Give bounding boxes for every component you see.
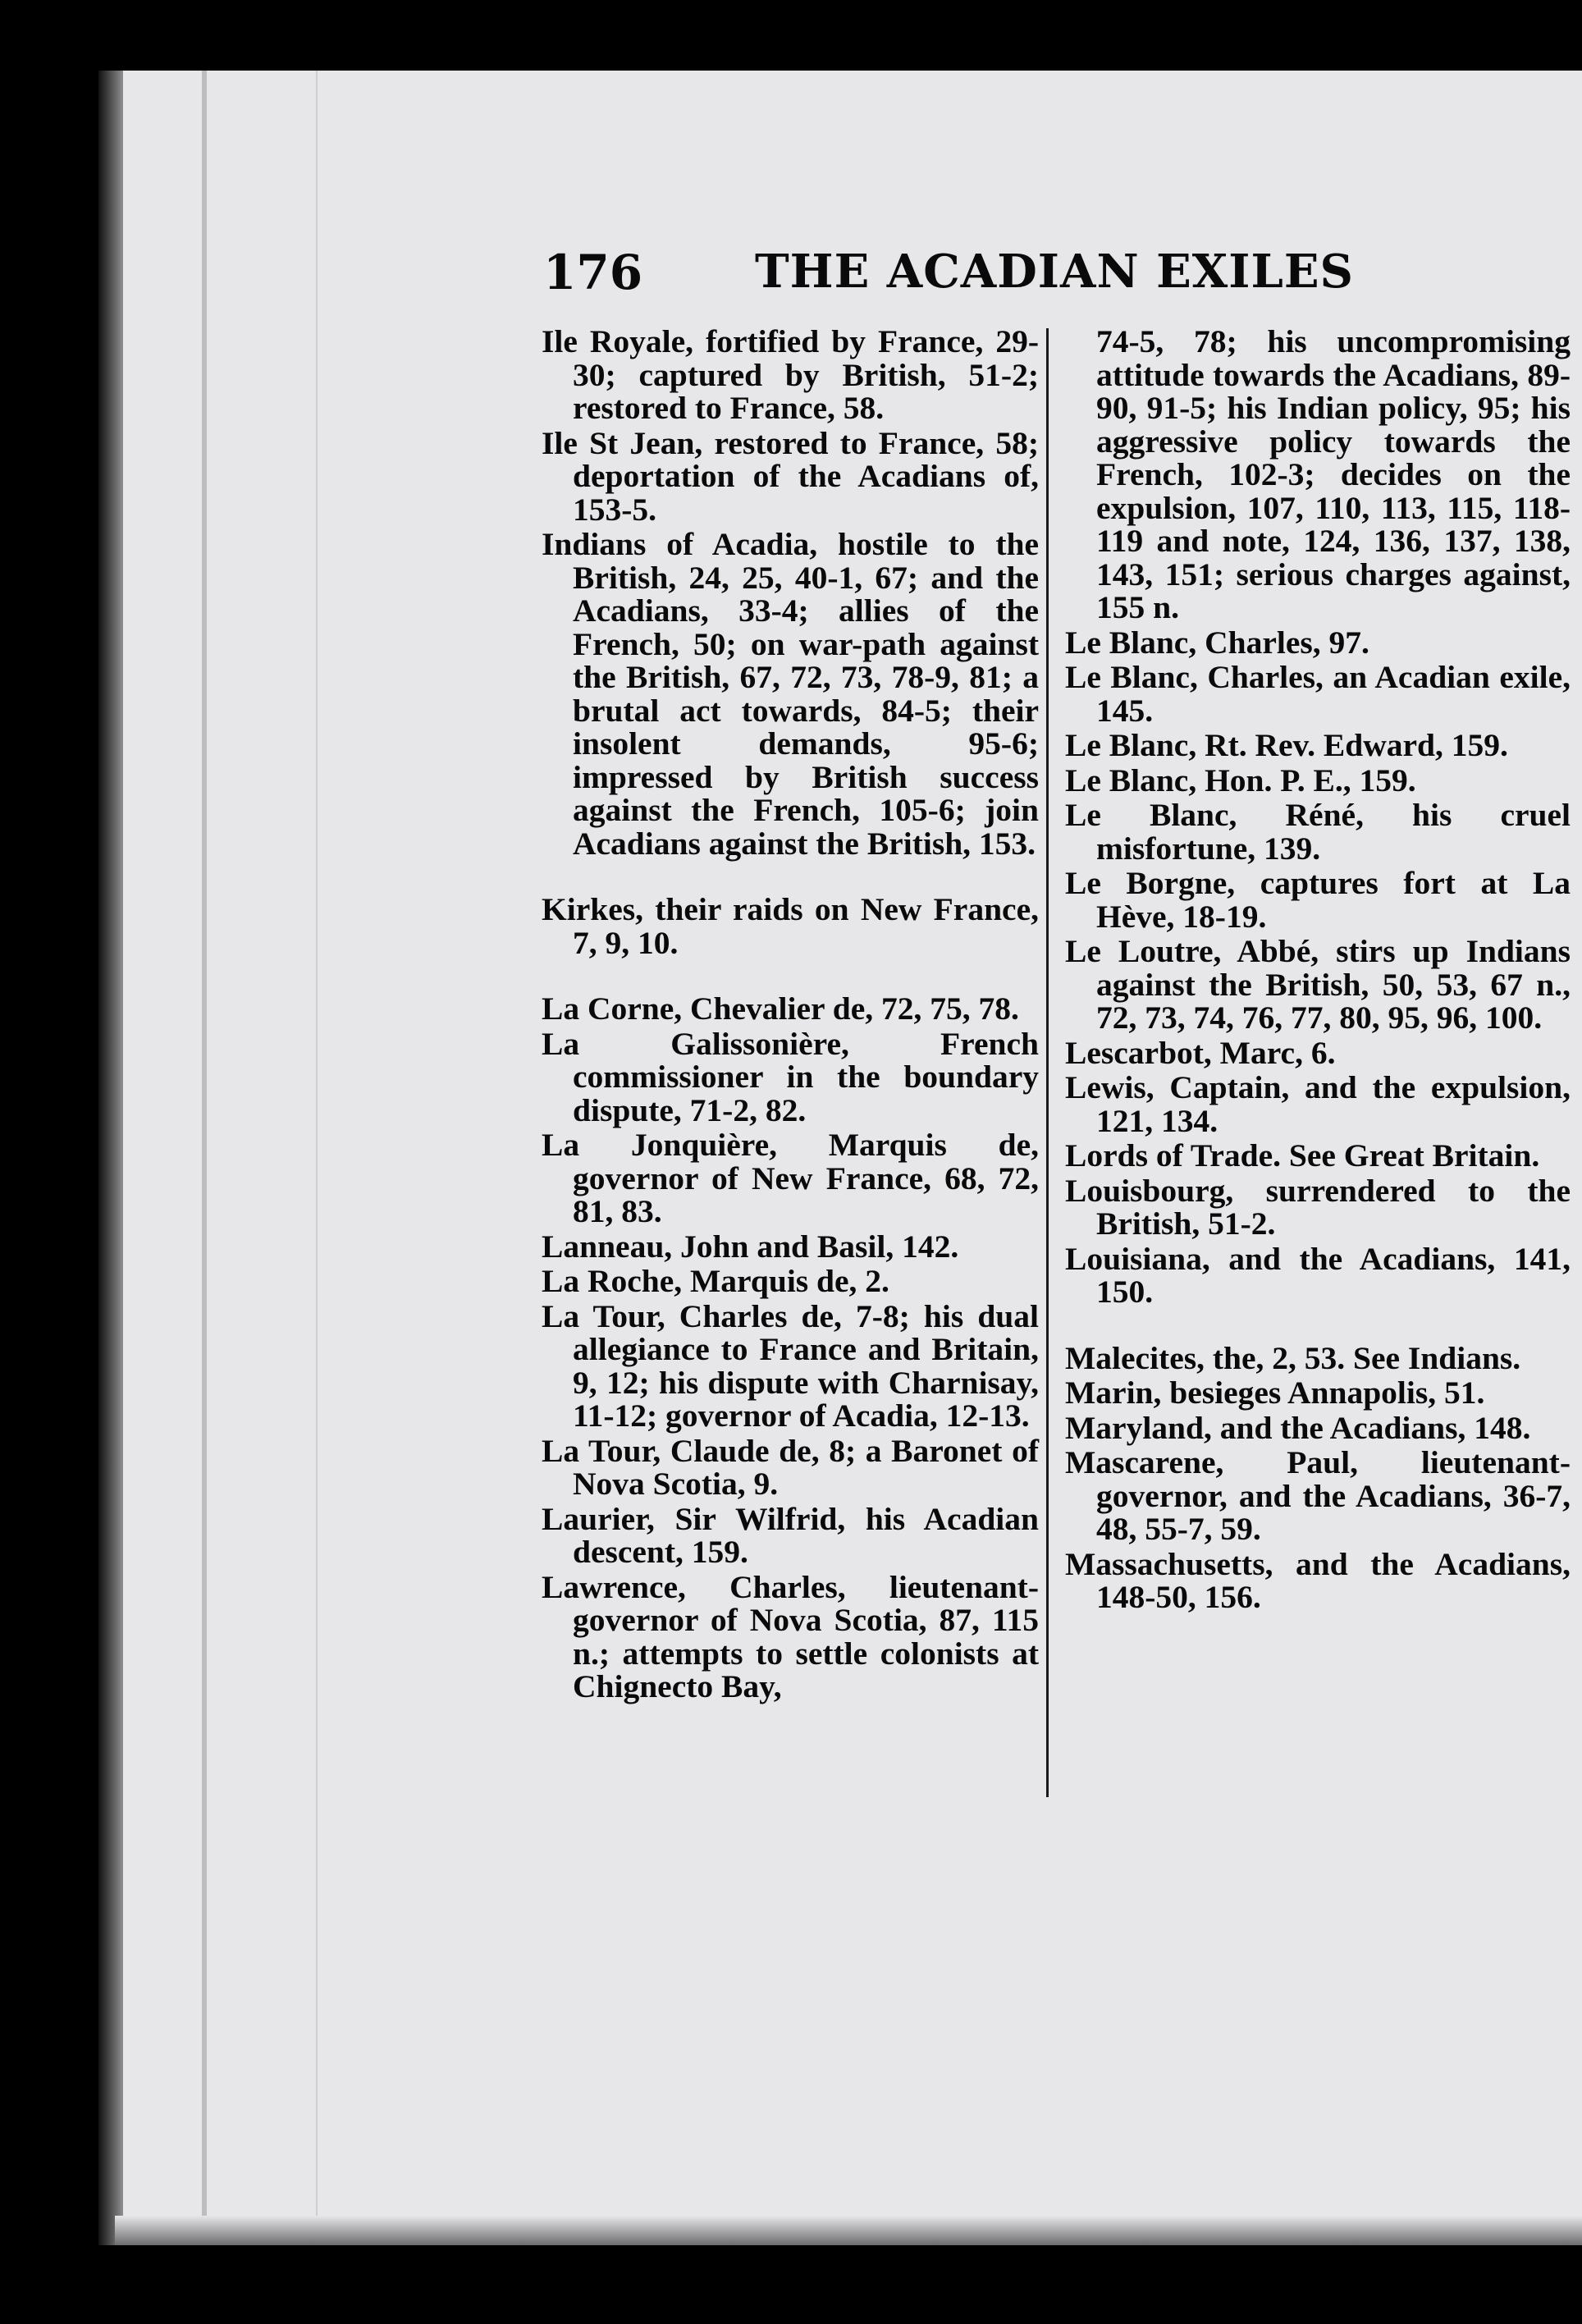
index-entry: La Tour, Claude de, 8; a Baronet of Nova Scotia, 9. (542, 1432, 1039, 1502)
index-entry: Indians of Acadia, hostile to the British, 24, 25, 40-1, 67; and the Acadians, 33-4; allies of the French, 50; on war-path against the British, 67, 72, 73, 78-9, 81; a brutal act towards, 84-5; their insolent demands, 95-6; impressed by British success against the French, 105-6; join Acadians against the British, 153. (542, 526, 1039, 862)
index-entry: Le Borgne, captures fort at La Hève, 18-19. (1065, 865, 1571, 935)
running-title: THE ACADIAN EXILES (755, 245, 1354, 299)
index-entry: Lanneau, John and Basil, 142. (542, 1228, 959, 1265)
index-entry: Lawrence, Charles, lieutenant-governor of Nova Scotia, 87, 115 n.; attempts to settle colonists at Chignecto Bay, (542, 1568, 1039, 1704)
index-entry: Le Blanc, Hon. P. E., 159. (1065, 762, 1416, 798)
gutter-shadow (202, 71, 207, 2245)
index-entry: Lords of Trade. See Great Britain. (1065, 1137, 1540, 1173)
index-column-right (1065, 325, 1571, 1616)
index-entry: Le Loutre, Abbé, stirs up Indians against the British, 50, 53, 67 n., 72, 73, 74, 76, 77, 80, 95, 96, 100. (1065, 933, 1571, 1036)
column-divider (1046, 328, 1049, 1797)
index-entry: Malecites, the, 2, 53. See Indians. (1065, 1339, 1521, 1376)
index-entry: Le Blanc, Réné, his cruel misfortune, 139. (1065, 797, 1571, 867)
index-entry: Kirkes, their raids on New France, 7, 9, 10. (542, 891, 1039, 961)
index-entry: Le Blanc, Rt. Rev. Edward, 159. (1065, 727, 1508, 763)
index-entry: Ile Royale, fortified by France, 29-30; captured by British, 51-2; restored to France, 58. (542, 323, 1039, 426)
index-entry: La Corne, Chevalier de, 72, 75, 78. (542, 990, 1019, 1027)
index-entry: La Roche, Marquis de, 2. (542, 1263, 889, 1299)
index-entry: Mascarene, Paul, lieutenant-governor, and the Acadians, 36-7, 48, 55-7, 59. (1065, 1444, 1571, 1547)
index-entry: Massachusetts, and the Acadians, 148-50, 156. (1065, 1545, 1571, 1615)
index-entry: Marin, besieges Annapolis, 51. (1065, 1375, 1485, 1411)
bottom-edge-shadow (115, 2216, 1582, 2245)
index-entry: Laurier, Sir Wilfrid, his Acadian descent, 159. (542, 1500, 1039, 1570)
index-entry: Le Blanc, Charles, an Acadian exile, 145. (1065, 659, 1571, 729)
index-entry: Maryland, and the Acadians, 148. (1065, 1409, 1531, 1446)
index-entry: Louisbourg, surrendered to the British, 51-2. (1065, 1172, 1571, 1242)
index-entry: La Tour, Charles de, 7-8; his dual allegiance to France and Britain, 9, 12; his dispute with Charnisay, 11-12; governor of Acadia, 12-13. (542, 1297, 1039, 1434)
index-column-left (542, 325, 1039, 1705)
page-number: 176 (543, 245, 643, 300)
index-entry: Lewis, Captain, and the expulsion, 121, 134. (1065, 1069, 1571, 1139)
page-edge-shadow (98, 71, 123, 2245)
index-entry: Lescarbot, Marc, 6. (1065, 1034, 1336, 1071)
index-entry: Le Blanc, Charles, 97. (1065, 624, 1369, 661)
index-entry: La Jonquière, Marquis de, governor of New France, 68, 72, 81, 83. (542, 1127, 1039, 1229)
index-entry-continued: 74-5, 78; his uncompromising attitude towards the Acadians, 89-90, 91-5; his Indian policy, 95; his aggressive policy towards the French, 102-3; decides on the expulsion, 107, 110, 113, 115, 118-119 and note, 124, 136, 137, 138, 143, 151; serious charges against, 155 n. (1096, 323, 1571, 625)
index-entry: La Galissonière, French commissioner in the boundary dispute, 71-2, 82. (542, 1025, 1039, 1128)
gutter-line (316, 71, 318, 2245)
index-entry: Louisiana, and the Acadians, 141, 150. (1065, 1240, 1571, 1310)
index-entry: Ile St Jean, restored to France, 58; deportation of the Acadians of, 153-5. (542, 424, 1039, 528)
page-header (543, 245, 1372, 307)
